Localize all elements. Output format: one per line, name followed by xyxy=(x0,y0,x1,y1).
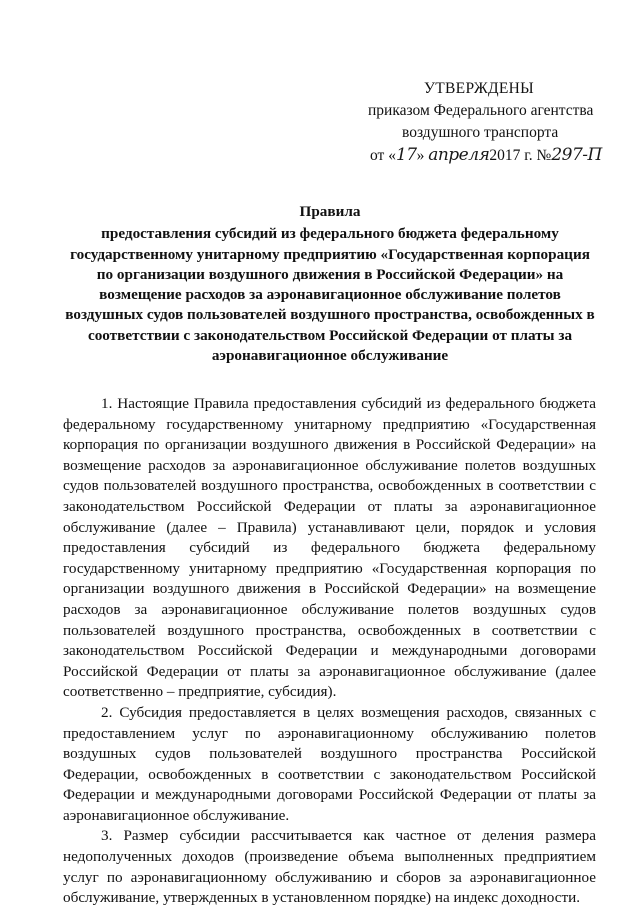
handwritten-month: апреля xyxy=(428,145,490,165)
paragraph-2: 2. Субсидия предоставляется в целях возмещения расходов, связанных с предоставлением услуг по аэронавигационному обслуживанию полетов воздушных судов пользователей воздушного пространства Российской Федерации, освобожденных в соответствии с законодательством Российской Федерации и международными договорами Российской Федерации от платы за аэронавигационное обслуживание. xyxy=(63,703,596,824)
approval-issuer: приказом Федерального агентства xyxy=(368,102,594,119)
approval-heading: УТВЕРЖДЕНЫ xyxy=(424,80,534,97)
date-year: 2017 г. № xyxy=(489,147,552,164)
document-body xyxy=(63,394,596,909)
approval-issuer-cont: воздушного транспорта xyxy=(402,124,559,141)
title-line: предоставления субсидий из федерального бюджета федеральному xyxy=(101,225,559,243)
date-prefix: от « xyxy=(370,147,396,164)
title-line: по организации воздушного движения в Российской Федерации» на xyxy=(96,265,564,283)
date-mid: » xyxy=(416,147,429,164)
title-line: государственному унитарному предприятию «Государственная корпорация xyxy=(70,245,590,263)
title-line: воздушных судов пользователей воздушного пространства, освобожденных в xyxy=(65,306,595,324)
paragraph-1: 1. Настоящие Правила предоставления субсидий из федерального бюджета федеральному государственному унитарному предприятию «Государственная корпорация по организации воздушного движения в Российской Федерации» на возмещение расходов за аэронавигационное обслуживание полетов воздушных судов пользователей воздушного пространства, освобожденных в соответствии с законодательством Российской Федерации от платы за аэронавигационное обслуживание (далее – Правила) устанавливают цели, порядок и условия предоставления субсидий из федерального бюджета федеральному государственному унитарному предприятию «Государственная корпорация по организации воздушного движения в Российской Федерации» на возмещение расходов за аэронавигационное обслуживание полетов воздушных судов пользователей воздушного пространства, освобожденных в соответствии с законодательством Российской Федерации и международными договорами Российской Федерации от платы за аэронавигационное обслуживание (далее соответственно – предприятие, субсидия). xyxy=(63,395,596,701)
title-line: аэронавигационное обслуживание xyxy=(211,347,449,365)
handwritten-day: 17 xyxy=(395,145,417,165)
title-heading: Правила xyxy=(299,203,361,220)
paragraph-3: 3. Размер субсидии рассчитывается как частное от деления размера недополученных доходов (произведение объема выполненных предприятием услуг по аэронавигационному обслуживанию и сборов за аэронавигационное обслуживание, утвержденных в установленном порядке) на индекс доходности. xyxy=(63,827,596,907)
document-title xyxy=(56,202,604,366)
approval-date-line xyxy=(370,144,602,167)
title-line: соответствии с законодательством Российской Федерации от платы за xyxy=(87,326,573,344)
handwritten-order-number: 297-П xyxy=(551,145,602,165)
title-line: возмещение расходов за аэронавигационное обслуживание полетов xyxy=(99,286,561,304)
